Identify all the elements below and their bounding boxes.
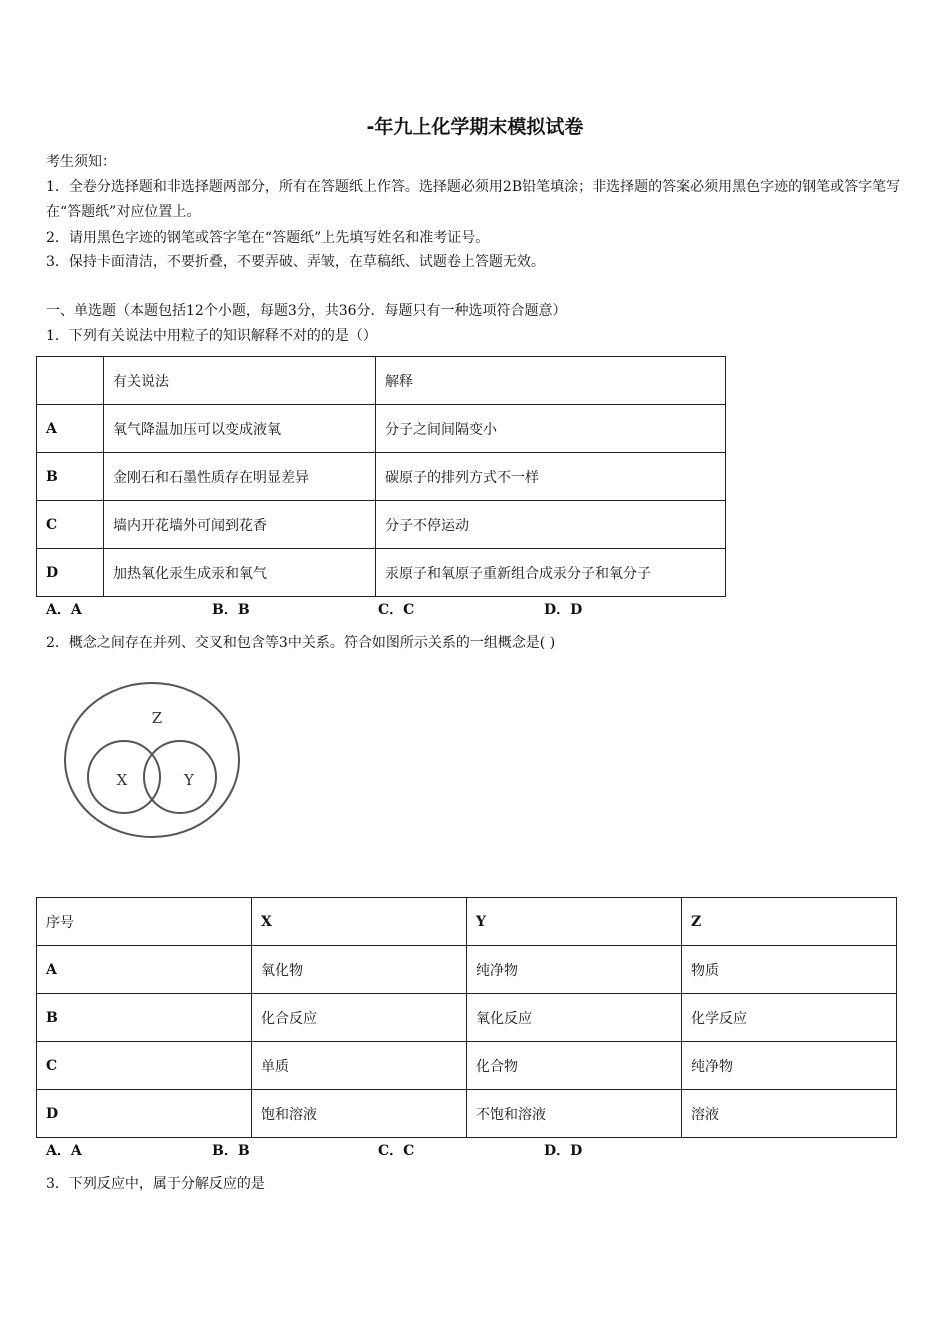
table-header-row — [37, 357, 726, 405]
circle-y — [144, 741, 216, 813]
notice-heading: 考生须知： — [46, 154, 116, 170]
table-cell: A — [37, 946, 252, 994]
table-cell: 分子不停运动 — [376, 501, 726, 549]
venn-diagram — [56, 676, 248, 846]
table-cell: X — [252, 898, 467, 946]
table-cell: 化合物 — [467, 1042, 682, 1090]
table-cell: C — [37, 501, 104, 549]
table-cell: 氧气降温加压可以变成液氧 — [104, 405, 376, 453]
notice-item-2: 2．请用黑色字迹的钢笔或答字笔在“答题纸”上先填写姓名和准考证号。 — [46, 230, 490, 246]
table-cell: 纯净物 — [682, 1042, 897, 1090]
table-cell: 物质 — [682, 946, 897, 994]
table-header-row — [37, 898, 897, 946]
table-row — [37, 549, 726, 597]
table-cell: 金刚石和石墨性质存在明显差异 — [104, 453, 376, 501]
table-row — [37, 501, 726, 549]
section-heading: 一、单选题（本题包括12个小题，每题3分，共36分．每题只有一种选项符合题意） — [46, 303, 567, 319]
table-cell: Z — [682, 898, 897, 946]
table-cell: 不饱和溶液 — [467, 1090, 682, 1138]
label-y: Y — [184, 771, 194, 789]
table-cell: 单质 — [252, 1042, 467, 1090]
table-row — [37, 994, 897, 1042]
table-row — [37, 1042, 897, 1090]
table-row — [37, 946, 897, 994]
question-3-stem: 3．下列反应中，属于分解反应的是 — [46, 1176, 265, 1192]
notice-item-3: 3．保持卡面清洁，不要折叠，不要弄破、弄皱，在草稿纸、试题卷上答题无效。 — [46, 254, 545, 270]
option-c[interactable]: C．C — [378, 602, 415, 618]
table-row — [37, 453, 726, 501]
option-a[interactable]: A．A — [46, 1143, 82, 1159]
question-2-stem: 2．概念之间存在并列、交叉和包含等3中关系。符合如图所示关系的一组概念是( ) — [46, 635, 556, 651]
option-d[interactable]: D．D — [544, 1143, 583, 1159]
table-cell: 加热氧化汞生成汞和氧气 — [104, 549, 376, 597]
table-row — [37, 405, 726, 453]
table-cell: A — [37, 405, 104, 453]
table-cell: B — [37, 453, 104, 501]
table-cell: 墙内开花墙外可闻到花香 — [104, 501, 376, 549]
table-cell: 序号 — [37, 898, 252, 946]
table-cell: 有关说法 — [104, 357, 376, 405]
option-b[interactable]: B．B — [212, 1143, 250, 1159]
question-1-options — [46, 599, 710, 619]
notice-item-1: 1．全卷分选择题和非选择题两部分，所有在答题纸上作答。选择题必须用2B铅笔填涂；非选择题的答案必须用黑色字迹的钢笔或答字笔写在“答题纸”对应位置上。 — [46, 179, 901, 220]
page-title: -年九上化学期末模拟试卷 — [366, 116, 584, 138]
table-cell: B — [37, 994, 252, 1042]
table-cell: D — [37, 1090, 252, 1138]
question-1-stem: 1．下列有关说法中用粒子的知识解释不对的的是（） — [46, 328, 377, 344]
table-cell: 饱和溶液 — [252, 1090, 467, 1138]
table-cell: 氧化物 — [252, 946, 467, 994]
option-b[interactable]: B．B — [212, 602, 250, 618]
table-row — [37, 1090, 897, 1138]
question-2-table — [36, 897, 897, 1138]
question-1-table — [36, 356, 726, 597]
table-cell: 汞原子和氧原子重新组合成汞分子和氧分子 — [376, 549, 726, 597]
table-cell: 氧化反应 — [467, 994, 682, 1042]
table-cell — [37, 357, 104, 405]
table-cell: C — [37, 1042, 252, 1090]
label-z: Z — [151, 709, 163, 727]
option-a[interactable]: A．A — [46, 602, 82, 618]
label-x: X — [116, 771, 128, 789]
table-cell: 化学反应 — [682, 994, 897, 1042]
table-cell: 溶液 — [682, 1090, 897, 1138]
table-cell: Y — [467, 898, 682, 946]
outer-circle-z — [65, 683, 239, 837]
table-cell: 碳原子的排列方式不一样 — [376, 453, 726, 501]
option-d[interactable]: D．D — [544, 602, 583, 618]
table-cell: 分子之间间隔变小 — [376, 405, 726, 453]
table-cell: D — [37, 549, 104, 597]
question-2-options — [46, 1140, 710, 1160]
table-cell: 解释 — [376, 357, 726, 405]
table-cell: 化合反应 — [252, 994, 467, 1042]
table-cell: 纯净物 — [467, 946, 682, 994]
option-c[interactable]: C．C — [378, 1143, 415, 1159]
